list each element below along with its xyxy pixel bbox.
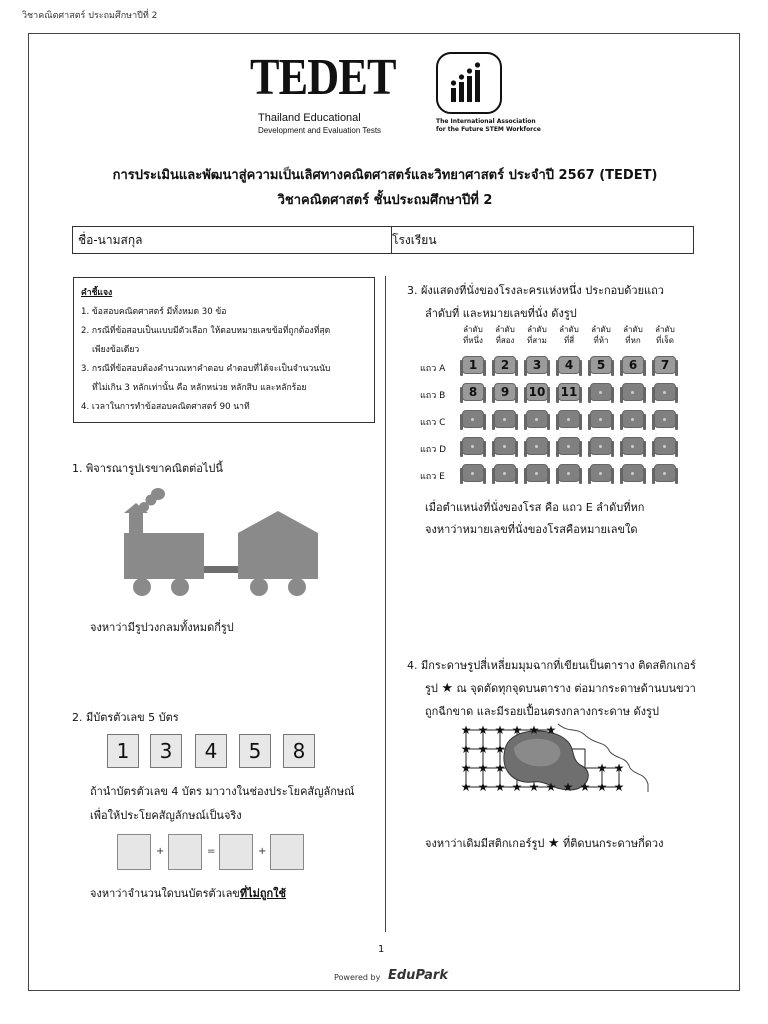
seat-column-label-line: ที่สอง <box>495 336 515 345</box>
edupark-logo <box>388 964 448 983</box>
name-school-box <box>72 226 694 254</box>
seat-number: 6 <box>628 358 638 372</box>
seat-marker <box>663 445 666 448</box>
seat-marker <box>471 418 474 421</box>
seat-number: 2 <box>500 358 510 372</box>
seat-number: 11 <box>560 385 578 399</box>
theater-seat <box>524 464 550 486</box>
star-sticker: ★ <box>613 780 625 794</box>
powered-by-label: Powered by <box>334 973 381 982</box>
star-sticker: ★ <box>460 780 472 794</box>
seat-marker <box>503 445 506 448</box>
theater-seat <box>556 410 582 432</box>
number-card: 3 <box>150 734 182 768</box>
edupark-logo-text: EduPark <box>388 968 448 983</box>
theater-seat <box>524 410 550 432</box>
theater-seat <box>620 437 646 459</box>
q2-question-emphasis: ที่ไม่ถูกใช้ <box>239 887 287 900</box>
star-sticker: ★ <box>528 723 540 737</box>
seat-column-label <box>647 324 683 346</box>
seat-marker <box>567 472 570 475</box>
theater-seat <box>556 464 582 486</box>
instruction-item: 4. เวลาในการทำข้อสอบคณิตศาสตร์ 90 นาที <box>81 402 250 412</box>
seat-column-label <box>519 324 555 346</box>
q4-text-line3: ถูกฉีกขาด และมีรอยเปื้อนตรงกลางกระดาษ ดังรูป <box>425 705 659 718</box>
theater-seat <box>524 437 550 459</box>
seat-marker <box>631 391 634 394</box>
seat-marker <box>567 445 570 448</box>
instruction-item: เพียงข้อเดียว <box>92 345 140 355</box>
wheel-circle <box>133 578 151 596</box>
q3-desc: เมื่อตำแหน่งที่นั่งของโรส คือ แถว E ลำดับที่หก <box>425 501 645 514</box>
q3-question: จงหาว่าหมายเลขที่นั่งของโรสคือหมายเลขใด <box>425 523 638 536</box>
seat-column-label-line: ที่ห้า <box>593 336 609 345</box>
star-sticker: ★ <box>477 723 489 737</box>
association-line1: The International Association <box>436 118 536 125</box>
theater-seat <box>460 383 486 405</box>
q2-question <box>90 884 286 902</box>
theater-seat <box>524 356 550 378</box>
theater-seat <box>460 437 486 459</box>
instructions-title: คำชี้แจง <box>81 288 113 298</box>
instruction-item: ที่ไม่เกิน 3 หลักเท่านั้น คือ หลักหน่วย หลักสิบ และหลักร้อย <box>92 383 307 393</box>
seat-column-label-line: ที่หก <box>625 336 641 345</box>
seat-column-label-line: ที่สาม <box>527 336 547 345</box>
q2-question-prefix: จงหาว่าจำนวนใดบนบัตรตัวเลข <box>90 887 240 900</box>
seat-column-label-line: ลำดับ <box>591 325 611 334</box>
seat-column-label-line: ลำดับ <box>655 325 675 334</box>
theater-seat <box>460 356 486 378</box>
seat-column-label <box>583 324 619 346</box>
seat-row-label: แถว B <box>420 391 446 401</box>
seat-row-label: แถว D <box>420 445 447 455</box>
seat-marker <box>599 391 602 394</box>
seat-marker <box>631 445 634 448</box>
association-logo <box>432 52 541 142</box>
star-sticker: ★ <box>596 780 608 794</box>
tedet-logo-line1: Thailand Educational <box>258 112 361 124</box>
answer-blank[interactable] <box>117 834 151 870</box>
equals-sign: = <box>207 846 216 857</box>
theater-seat <box>620 464 646 486</box>
theater-seat <box>620 383 646 405</box>
column-divider <box>385 276 386 932</box>
star-sticker: ★ <box>596 761 608 775</box>
theater-seat <box>524 383 550 405</box>
star-sticker: ★ <box>494 761 506 775</box>
exam-subtitle: วิชาคณิตศาสตร์ ชั้นประถมศึกษาปีที่ 2 <box>277 193 493 208</box>
star-sticker: ★ <box>460 761 472 775</box>
theater-seat <box>556 356 582 378</box>
seat-marker <box>567 418 570 421</box>
star-icon: ★ <box>441 681 454 696</box>
seat-column-label-line: ที่สี่ <box>563 336 575 345</box>
seat-marker <box>599 472 602 475</box>
seat-marker <box>663 418 666 421</box>
seat-column-label <box>487 324 523 346</box>
theater-seat <box>556 437 582 459</box>
theater-seat <box>492 464 518 486</box>
wagon-roof <box>238 511 318 533</box>
star-sticker: ★ <box>511 723 523 737</box>
seat-column-label-line: ที่เจ็ด <box>656 336 674 345</box>
exam-title: การประเมินและพัฒนาสู่ความเป็นเลิศทางคณิตศาสตร์และวิทยาศาสตร์ ประจำปี 2567 (TEDET) <box>112 168 658 183</box>
wheel-circle <box>250 578 268 596</box>
number-card: 1 <box>107 734 139 768</box>
seat-column-label-line: ลำดับ <box>623 325 643 334</box>
theater-seat <box>588 464 614 486</box>
seat-row-label: แถว A <box>420 364 446 374</box>
q4-text-line2 <box>425 679 696 697</box>
seat-number: 8 <box>468 385 478 399</box>
coupler <box>204 566 238 573</box>
seat-marker <box>471 445 474 448</box>
association-logo-icon <box>436 52 506 118</box>
seating-chart <box>420 322 690 490</box>
star-sticker: ★ <box>477 761 489 775</box>
q4-question-a: จงหาว่าเดิมมีสติกเกอร์รูป <box>425 837 545 850</box>
star-sticker: ★ <box>494 742 506 756</box>
school-field[interactable]: โรงเรียน <box>392 233 437 247</box>
seat-column-label <box>551 324 587 346</box>
theater-seat <box>620 356 646 378</box>
number-card: 5 <box>239 734 271 768</box>
star-sticker: ★ <box>545 780 557 794</box>
engine-body <box>124 533 204 579</box>
theater-seat <box>556 383 582 405</box>
star-sticker: ★ <box>528 780 540 794</box>
theater-seat <box>492 437 518 459</box>
star-sticker: ★ <box>494 723 506 737</box>
instruction-item: 2. กรณีที่ข้อสอบเป็นแบบมีตัวเลือก ให้ตอบหมายเลขข้อที่ถูกต้องที่สุด <box>81 326 331 336</box>
theater-seat <box>460 410 486 432</box>
instructions-box <box>73 277 375 423</box>
q4-text2-a: รูป <box>425 682 438 695</box>
star-sticker: ★ <box>494 780 506 794</box>
tedet-logo <box>250 49 396 142</box>
answer-blank[interactable] <box>270 834 304 870</box>
instruction-item: 3. กรณีที่ข้อสอบต้องคำนวณหาคำตอบ คำตอบที่ได้จะเป็นจำนวนนับ <box>81 364 331 374</box>
number-card: 4 <box>195 734 227 768</box>
seat-column-label-line: ลำดับ <box>527 325 547 334</box>
seat-column-label <box>615 324 651 346</box>
q2-text: 2. มีบัตรตัวเลข 5 บัตร <box>72 711 179 724</box>
theater-seat <box>492 356 518 378</box>
star-sticker: ★ <box>477 742 489 756</box>
theater-seat <box>652 410 678 432</box>
wagon-body <box>238 533 318 579</box>
header-note: วิชาคณิตศาสตร์ ประถมศึกษาปีที่ 2 <box>22 11 158 21</box>
seat-marker <box>535 445 538 448</box>
q2-desc-line1: ถ้านำบัตรตัวเลข 4 บัตร มาวางในช่องประโยคสัญลักษณ์ <box>90 785 355 798</box>
page-number: 1 <box>378 944 385 955</box>
seat-row-label: แถว E <box>420 472 445 482</box>
theater-seat <box>652 437 678 459</box>
instruction-item: 1. ข้อสอบคณิตศาสตร์ มีทั้งหมด 30 ข้อ <box>81 307 227 317</box>
star-sticker: ★ <box>562 780 574 794</box>
plus-sign: + <box>258 846 267 857</box>
star-sticker: ★ <box>545 723 557 737</box>
theater-seat <box>460 464 486 486</box>
answer-blank[interactable] <box>168 834 202 870</box>
q4-text2-b: ณ จุดตัดทุกจุดบนตาราง ต่อมากระดาษด้านบนขวา <box>456 682 696 695</box>
theater-seat <box>492 383 518 405</box>
seat-column-label-line: ลำดับ <box>559 325 579 334</box>
seat-column-label <box>455 324 491 346</box>
number-card: 8 <box>283 734 315 768</box>
plus-sign: + <box>156 846 165 857</box>
seat-number: 9 <box>500 385 510 399</box>
star-sticker: ★ <box>460 742 472 756</box>
theater-seat <box>588 437 614 459</box>
theater-seat <box>652 356 678 378</box>
seat-number: 3 <box>532 358 542 372</box>
star-sticker: ★ <box>613 761 625 775</box>
seat-marker <box>471 472 474 475</box>
seat-marker <box>535 418 538 421</box>
theater-seat <box>588 356 614 378</box>
star-sticker: ★ <box>579 780 591 794</box>
q4-question-b: ที่ติดบนกระดาษกี่ดวง <box>563 837 664 850</box>
seat-marker <box>663 391 666 394</box>
smoke-circle <box>151 488 165 500</box>
theater-seat <box>492 410 518 432</box>
seat-marker <box>599 418 602 421</box>
association-line2: for the Future STEM Workforce <box>436 126 541 133</box>
seat-marker <box>503 472 506 475</box>
star-sticker: ★ <box>511 780 523 794</box>
train-figure <box>122 485 322 605</box>
seat-marker <box>631 472 634 475</box>
q4-text-line1: 4. มีกระดาษรูปสี่เหลี่ยมมุมฉากที่เขียนเป็นตาราง ติดสติกเกอร์ <box>407 659 696 672</box>
seat-row-label: แถว C <box>420 418 446 428</box>
seat-number: 7 <box>660 358 670 372</box>
q3-text-line2: ลำดับที่ และหมายเลขที่นั่ง ดังรูป <box>425 307 577 320</box>
q3-text-line1: 3. ผังแสดงที่นั่งของโรงละครแห่งหนึ่ง ประกอบด้วยแถว <box>407 284 664 297</box>
tedet-logo-text: TEDET <box>250 49 396 106</box>
name-field[interactable]: ชื่อ-นามสกุล <box>73 227 392 253</box>
wheel-circle <box>288 578 306 596</box>
q1-text: 1. พิจารณารูปเรขาคณิตต่อไปนี้ <box>72 462 223 475</box>
theater-seat <box>652 383 678 405</box>
seat-marker <box>663 472 666 475</box>
torn-grid-figure <box>458 720 658 800</box>
theater-seat <box>588 410 614 432</box>
seat-marker <box>631 418 634 421</box>
q1-question: จงหาว่ามีรูปวงกลมทั้งหมดกี่รูป <box>90 621 234 634</box>
seat-marker <box>503 418 506 421</box>
seat-marker <box>599 445 602 448</box>
chimney <box>129 513 143 533</box>
tedet-logo-line2: Development and Evaluation Tests <box>258 126 382 135</box>
seat-marker <box>535 472 538 475</box>
theater-seat <box>652 464 678 486</box>
theater-seat <box>588 383 614 405</box>
star-sticker: ★ <box>460 723 472 737</box>
seat-column-label-line: ที่หนึ่ง <box>463 336 483 345</box>
q2-desc-line2: เพื่อให้ประโยคสัญลักษณ์เป็นจริง <box>90 809 242 822</box>
seat-column-label-line: ลำดับ <box>495 325 515 334</box>
q4-question <box>425 834 663 852</box>
seat-column-label-line: ลำดับ <box>463 325 483 334</box>
seat-number: 10 <box>528 385 546 399</box>
seat-number: 1 <box>468 358 478 372</box>
seat-number: 5 <box>596 358 606 372</box>
theater-seat <box>620 410 646 432</box>
seat-number: 4 <box>564 358 574 372</box>
wheel-circle <box>171 578 189 596</box>
star-icon: ★ <box>547 836 560 851</box>
answer-blank[interactable] <box>219 834 253 870</box>
star-sticker: ★ <box>477 780 489 794</box>
